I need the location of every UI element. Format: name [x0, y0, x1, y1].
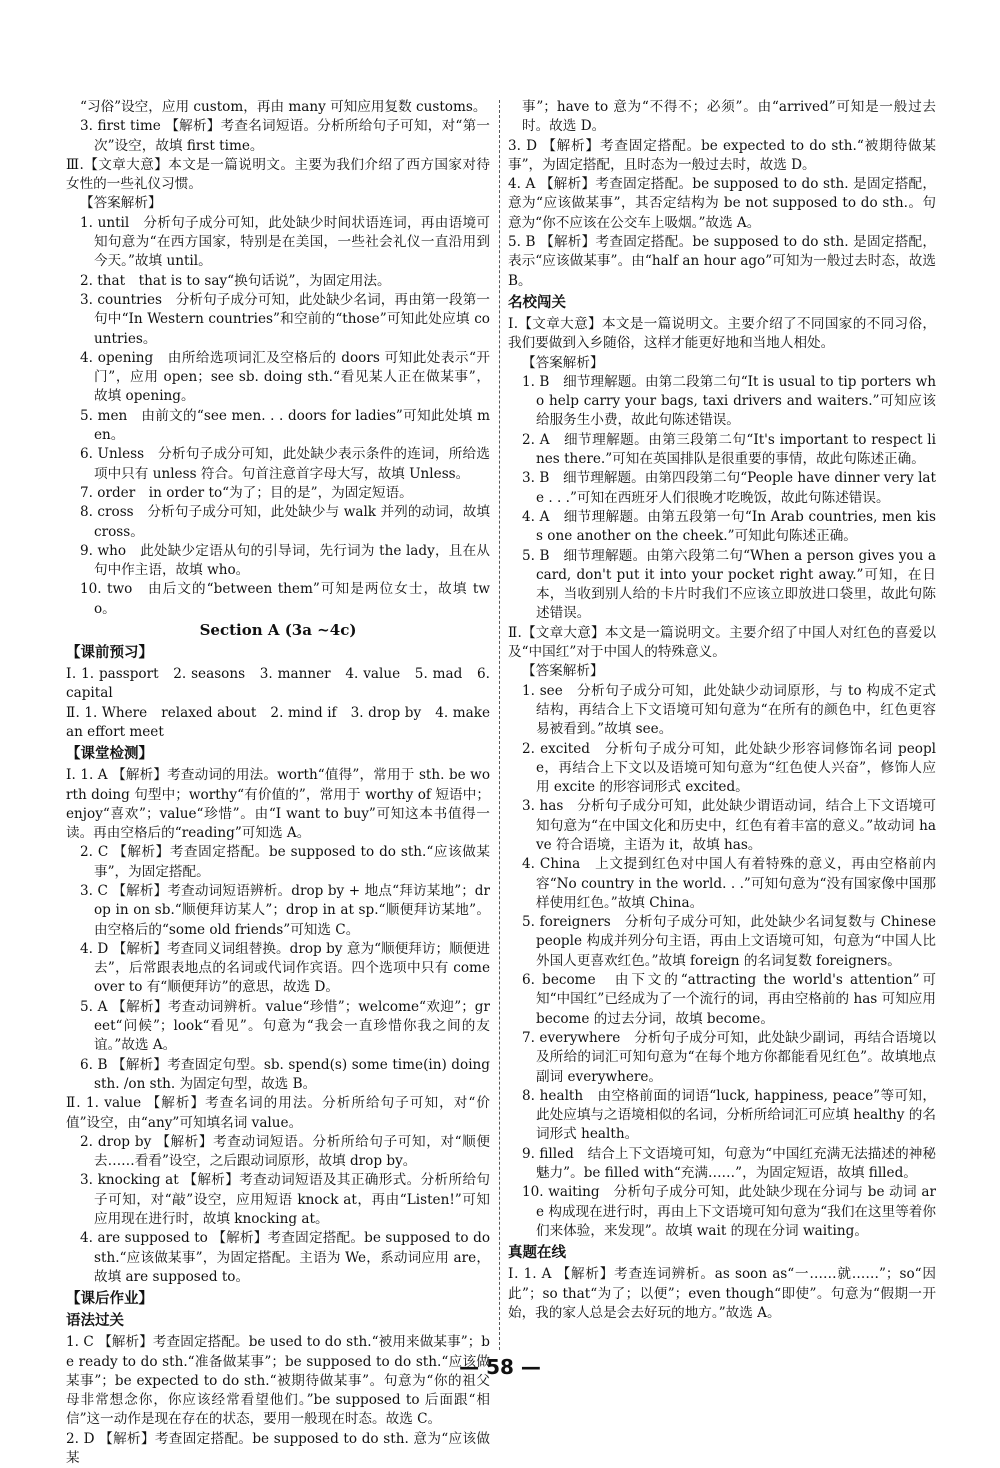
- answer-paragraph: 3. has 分析句子成分可知，此处缺少谓语动词，结合上下文语境可知句意为“在中国文化和历史中，红色有着丰富的意义。”故动词 have 符合语境，主语为 it，故填 has。: [522, 798, 936, 853]
- answer-paragraph: Ⅰ. 1. A 【解析】考查连词辨析。as soon as“一……就……”；so“因此”；so that“为了；以便”；even though“即使”。句意为“假期一开始，我的家人总是会去好玩的地方。”故选 A。: [508, 1266, 936, 1321]
- answer-paragraph: 4. A 细节理解题。由第五段第一句“In Arab countries, men kiss one another on the cheek.”可知此句陈述正确。: [522, 508, 936, 545]
- left-column: [66, 98, 490, 1468]
- answer-paragraph: 2. A 细节理解题。由第三段第二句“It's important to respect lines there.”可知在英国排队是很重要的事情，故此句陈述正确。: [522, 431, 936, 468]
- answer-paragraph: 3. B 细节理解题。由第四段第二句“People have dinner very late . . .”可知在西班牙人们很晚才吃晚饭，故此句陈述错误。: [522, 470, 936, 506]
- answer-paragraph: 4. opening 由所给选项词汇及空格后的 doors 可知此处表示“开门”，应用 open；see sb. doing sth.“看见某人正在做某事”，故填 opening。: [80, 349, 490, 405]
- answer-paragraph: 3. C 【解析】考查动词短语辨析。drop by + 地点“拜访某地”；drop in on sb.“顺便拜访某人”；drop in at sp.“顺便拜访某地”。由空格后的“some old friends”可知选 C。: [80, 882, 490, 938]
- answer-paragraph: 7. order in order to“为了；目的是”，为固定短语。: [80, 484, 413, 501]
- column-divider: [499, 100, 500, 1350]
- answer-paragraph: 2. that that is to say“换句话说”，为固定用法。: [80, 272, 391, 289]
- answer-paragraph: 1. see 分析句子成分可知，此处缺少动词原形，与 to 构成不定式结构，再结合上下文语境可知句意为“在所有的颜色中，红色更容易被看到。”故填 see。: [522, 682, 936, 738]
- answer-paragraph: 3. first time 【解析】考查名词短语。分析所给句子可知，对“第一次”设空，故填 first time。: [80, 118, 490, 154]
- answer-paragraph: 10. two 由后文的“between them”可知是两位女士，故填 two。: [80, 581, 490, 617]
- answer-paragraph: 2. D 【解析】考查固定搭配。be supposed to do sth. 意为“应该做某: [66, 1430, 490, 1466]
- answer-paragraph: 4. are supposed to 【解析】考查固定搭配。be supposed to do sth.“应该做某事”，为固定搭配。主语为 We，系动词应用 are，故填 are supposed to。: [80, 1230, 490, 1285]
- answer-paragraph: 5. B 【解析】考查固定搭配。be supposed to do sth. 是固定搭配，表示“应该做某事”。由“half an hour ago”可知为一般过去时态，故选 B。: [508, 234, 936, 289]
- answer-paragraph: Ⅲ.【文章大意】本文是一篇说明文。主要为我们介绍了西方国家对待女性的一些礼仪习惯。: [66, 156, 490, 193]
- section-heading: 【课堂检测】: [66, 746, 153, 763]
- answer-paragraph: 9. filled 结合上下文语境可知，句意为“中国红充满无法描述的神秘魅力”。be filled with“充满……”，为固定短语，故填 filled。: [522, 1145, 936, 1182]
- answer-paragraph: “习俗”设空，应用 custom，再由 many 可知应用复数 customs。: [80, 99, 487, 115]
- answer-paragraph: 3. countries 分析句子成分可知，此处缺少名词，再由第一段第一句中“In Western countries”和空前的“those”可知此处应填 countries。: [80, 291, 490, 347]
- answer-paragraph: 4. A 【解析】考查固定搭配。be supposed to do sth. 是固定搭配，意为“应该做某事”，其否定结构为 be not supposed to do sth.。句意为“你不应该在公交车上吸烟。”故选 A。: [508, 176, 936, 231]
- answer-paragraph: 8. health 由空格前面的词语“luck, happiness, peace”等可知，此处应填与之语境相似的名词，分析所给词汇可应填 healthy 的名词形式 health。: [522, 1087, 936, 1143]
- answer-paragraph: 6. B 【解析】考查固定句型。sb. spend(s) some time(in) doing sth. /on sth. 为固定句型，故选 B。: [80, 1056, 490, 1092]
- answer-paragraph: 5. B 细节理解题。由第六段第二句“When a person gives you a card, don't put it into your pocket right away.”可知，在日本，当收到别人给的卡片时我们不应该立即放进口袋里，故此句陈述错误。: [522, 547, 936, 622]
- answer-paragraph: 5. foreigners 分析句子成分可知，此处缺少名词复数与 Chinese people 构成并列分句主语，再由上文语境可知，句意为“中国人比外国人更喜欢红色。”故填 foreign 的名词复数 foreigners。: [522, 914, 936, 969]
- answer-paragraph: 4. China 上文提到红色对中国人有着特殊的意义，再由空格前内容“No country in the world. . .”可知句意为“没有国家像中国那样使用红色。”故填 China。: [522, 856, 936, 911]
- answer-paragraph: 3. knocking at 【解析】考查动词短语及其正确形式。分析所给句子可知，对“敲”设空，应用短语 knock at，再由“Listen!”可知应用现在进行时，故填 knocking at。: [80, 1172, 490, 1228]
- section-heading: 【课后作业】: [66, 1291, 153, 1308]
- answer-paragraph: 7. everywhere 分析句子成分可知，此处缺少副词，再结合语境以及所给的词汇可知句意为“在每个地方你都能看见红色”。故填地点副词 everywhere。: [522, 1029, 936, 1085]
- answer-paragraph: 2. excited 分析句子成分可知，此处缺少形容词修饰名词 people，再结合上下文以及语境可知句意为“红色使人兴奋”，修饰人应用 excite 的形容词形式 excited。: [522, 740, 936, 796]
- answer-paragraph: 3. D 【解析】考查固定搭配。be expected to do sth.“被期待做某事”，为固定搭配，且时态为一般过去时，故选 D。: [508, 137, 936, 173]
- answer-paragraph: Ⅱ. 1. value 【解析】考查名词的用法。分析所给句子可知，对“价值”设空，由“any”可知填名词 value。: [66, 1095, 490, 1131]
- section-heading: 【课前预习】: [66, 645, 153, 662]
- section-heading: 语法过关: [66, 1313, 124, 1330]
- answer-paragraph: 1. B 细节理解题。由第二段第二句“It is usual to tip porters who help carry your bags, taxi drivers and waiters.”可知应该给服务生小费，故此句陈述错误。: [522, 373, 936, 429]
- section-heading: 真题在线: [508, 1245, 566, 1262]
- section-heading: 名校闯关: [508, 294, 566, 311]
- answer-paragraph: 9. who 此处缺少定语从句的引导词，先行词为 the lady，且在从句中作主语，故填 who。: [80, 542, 490, 579]
- answer-paragraph: 2. C 【解析】考查固定搭配。be supposed to do sth.“应该做某事”，为固定搭配。: [80, 844, 490, 880]
- answer-paragraph: 6. Unless 分析句子成分可知，此处缺少表示条件的连词，所给选项中只有 unless 符合。句首注意首字母大写，故填 Unless。: [80, 446, 490, 482]
- answer-paragraph: 10. waiting 分析句子成分可知，此处缺少现在分词与 be 动词 are 构成现在进行时，再由上下文语境可知句意为“我们在这里等着你们来体验，来发现”。故填 wait 的现在分词 waiting。: [522, 1184, 936, 1239]
- page-number: — 58 —: [459, 1355, 541, 1379]
- right-column: [508, 98, 936, 1323]
- answer-paragraph: 8. cross 分析句子成分可知，此处缺少与 walk 并列的动词，故填 cross。: [80, 504, 490, 540]
- answer-paragraph: 6. become 由下文的“attracting the world's attention”可知“中国红”已经成为了一个流行的词，再由空格前的 has 可知应用 become 的过去分词，故填 become。: [522, 972, 936, 1027]
- answer-paragraph: 【答案解析】: [522, 354, 604, 371]
- answer-paragraph: Ⅱ. 1. Where relaxed about 2. mind if 3. drop by 4. make an effort meet: [66, 704, 490, 740]
- answer-paragraph: 1. until 分析句子成分可知，此处缺少时间状语连词，再由语境可知句意为“在西方国家，特别是在美国，一些社会礼仪一直沿用到今天。”故填 until。: [80, 214, 490, 270]
- answer-paragraph: 事”；have to 意为“不得不；必须”。由“arrived”可知是一般过去时。故选 D。: [522, 99, 936, 135]
- answer-paragraph: 4. D 【解析】考查同义词组替换。drop by 意为“顺便拜访；顺便进去”，后常跟表地点的名词或代词作宾语。四个选项中只有 come over to 有“顺便拜访”的意思，故选 D。: [80, 940, 490, 996]
- answer-paragraph: 5. men 由前文的“see men. . . doors for ladies”可知此处填 men。: [80, 407, 490, 444]
- answer-paragraph: 2. drop by 【解析】考查动词短语。分析所给句子可知，对“顺便去……看看”设空，之后跟动词原形，故填 drop by。: [80, 1133, 490, 1170]
- answer-paragraph: Ⅰ. 1. passport 2. seasons 3. manner 4. value 5. mad 6. capital: [66, 666, 490, 702]
- answer-paragraph: 【答案解析】: [522, 663, 604, 680]
- answer-paragraph: Ⅰ.【文章大意】本文是一篇说明文。主要介绍了不同国家的不同习俗，我们要做到入乡随俗，这样才能更好地和当地人相处。: [508, 315, 936, 352]
- section-heading: Section A (3a ~4c): [199, 621, 357, 640]
- answer-paragraph: 5. A 【解析】考查动词辨析。value“珍惜”；welcome“欢迎”；greet“问候”；look“看见”。句意为“我会一直珍惜你我之间的友谊。”故选 A。: [80, 998, 490, 1054]
- answer-paragraph: Ⅰ. 1. A 【解析】考查动词的用法。worth“值得”，常用于 sth. be worth doing 句型中；worthy“有价值的”，常用于 worthy of 短语中；enjoy“喜欢”；value“珍惜”。由“I want to buy”可知这本书值得一读。再由空格后的“reading”可知选 A。: [66, 767, 490, 842]
- answer-paragraph: Ⅱ.【文章大意】本文是一篇说明文。主要介绍了中国人对红色的喜爱以及“中国红”对于中国人的特殊意义。: [508, 624, 936, 661]
- answer-paragraph: 【答案解析】: [80, 195, 162, 212]
- answer-paragraph: 1. C 【解析】考查固定搭配。be used to do sth.“被用来做某事”；be ready to do sth.“准备做某事”；be supposed to do sth.“应该做某事”；be expected to do sth.“被期待做某事”。句意为“你的祖父母非常想念你，你应该经常看望他们。”be supposed to 后面跟“相信”这一动作是现在存在的状态，要用一般现在时态。故选 C。: [66, 1334, 490, 1428]
